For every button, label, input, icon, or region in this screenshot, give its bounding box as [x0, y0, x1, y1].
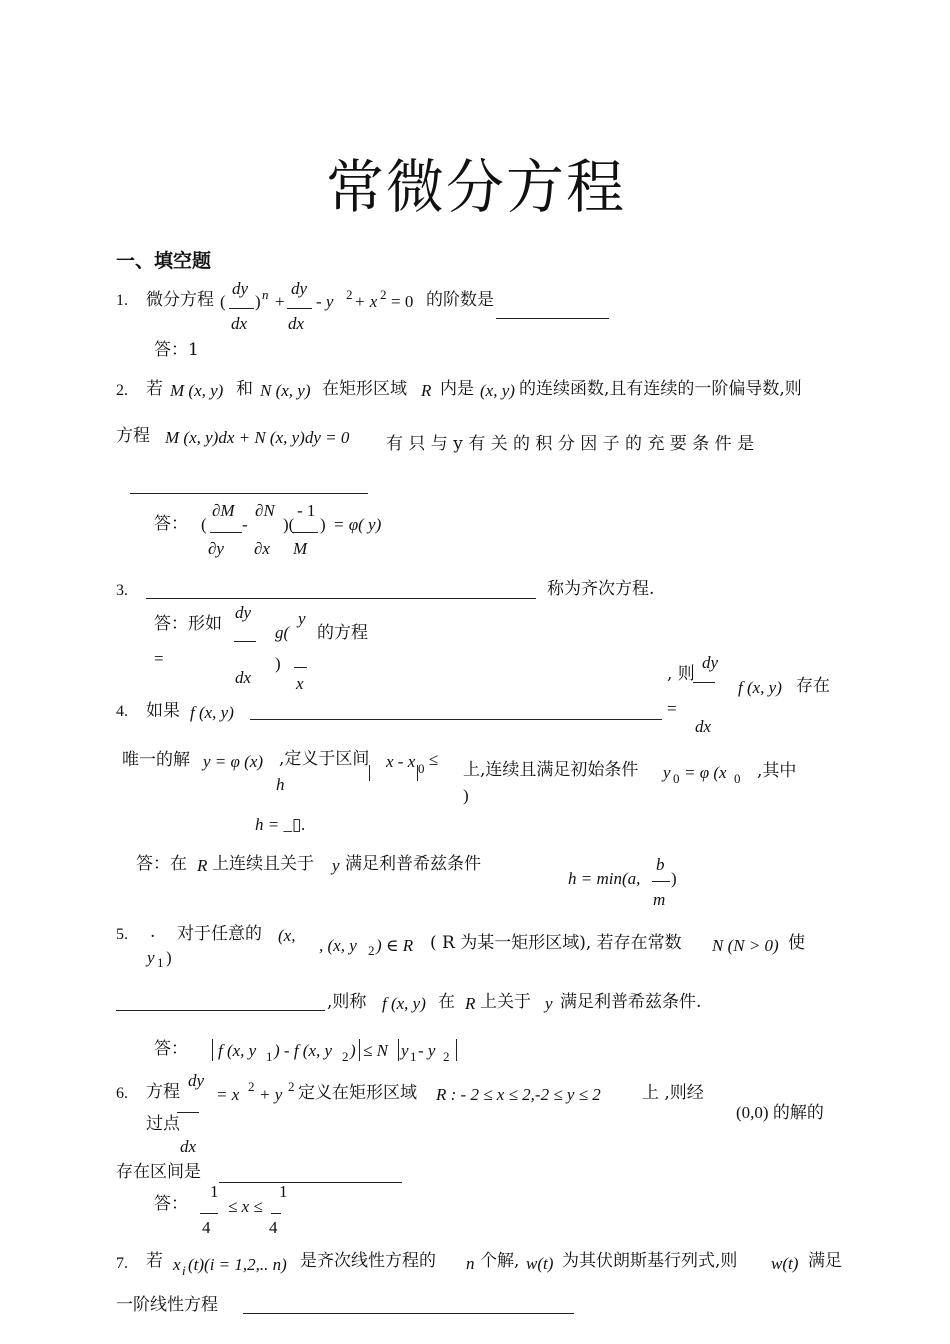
answer-blank — [496, 318, 609, 319]
math: f (x, y) — [382, 994, 426, 1013]
equation: M (x, y)dx + N (x, y)dy = 0 — [165, 428, 350, 447]
text: 定义在矩形区域 — [298, 1083, 417, 1103]
math: - y — [418, 1041, 436, 1060]
question-number: 7. — [116, 1255, 128, 1272]
term: + x — [354, 292, 378, 311]
paren: ) — [671, 869, 677, 888]
fraction-bar — [652, 881, 670, 882]
math: h = _▯. — [255, 815, 306, 834]
numerator: dy — [188, 1071, 205, 1090]
text: 满足利普希兹条件 — [345, 854, 481, 874]
text: 方程 — [116, 426, 150, 446]
text: 如果 — [146, 701, 180, 721]
math: R — [421, 381, 432, 400]
math: y — [147, 948, 155, 967]
subscript: 2 — [342, 1049, 349, 1064]
answer-label: 答： — [154, 514, 188, 534]
text: 的方程 — [317, 623, 368, 643]
abs-bar — [417, 765, 418, 781]
math: + y — [259, 1085, 283, 1104]
text: 个解, — [480, 1251, 520, 1271]
math: N (N > 0) — [712, 936, 779, 955]
math: f (x, y — [218, 1041, 257, 1060]
answer: 答：1 — [154, 340, 199, 360]
text: 满足 — [808, 1251, 842, 1271]
answer-blank — [146, 598, 536, 599]
abs-bar — [359, 1039, 360, 1061]
numerator: dy — [232, 279, 249, 298]
text: (0,0) 的解的 — [736, 1103, 824, 1122]
subscript: 0 — [673, 771, 680, 786]
abs-bar — [369, 765, 370, 781]
text: 上关于 — [480, 992, 531, 1012]
numerator: ∂N — [255, 501, 275, 520]
numerator: dy — [291, 279, 308, 298]
math: ) ∈ R — [376, 936, 414, 955]
text: 使 — [788, 933, 805, 953]
math: ) — [350, 1041, 356, 1060]
text: 上 ,则经 — [642, 1083, 704, 1103]
answer: 答：在 — [136, 854, 187, 874]
denominator: 4 — [202, 1218, 211, 1237]
math: y = φ (x) — [203, 752, 264, 771]
exponent: 2 — [248, 1079, 255, 1094]
math: (x, y) — [480, 381, 515, 400]
question-number: 5. — [116, 926, 128, 943]
fraction-bar — [693, 682, 715, 683]
question-number: 3. — [116, 582, 128, 599]
subscript: 0 — [734, 771, 741, 786]
equation: = φ( y) — [333, 515, 382, 534]
math: y — [332, 856, 340, 875]
answer: 答：形如 — [154, 614, 222, 634]
text: 存在区间是 — [116, 1162, 201, 1182]
denominator: dx — [231, 314, 248, 333]
operator: + — [275, 292, 285, 311]
question-number: 2. — [116, 382, 128, 399]
text: 若 — [146, 379, 163, 399]
numerator: 1 — [279, 1182, 288, 1201]
text: 和 — [236, 379, 253, 399]
math: y — [545, 994, 553, 1013]
math: ≤ x ≤ — [228, 1197, 263, 1216]
paren: ) — [255, 292, 261, 311]
denominator: dx — [288, 314, 305, 333]
abs-bar — [456, 1039, 457, 1061]
function: g( — [275, 623, 290, 642]
math: , (x, y — [319, 936, 357, 955]
math: ) - f (x, y — [274, 1041, 333, 1060]
math: h = min(a, — [568, 869, 641, 888]
answer-blank — [250, 719, 662, 720]
equals: = 0 — [391, 292, 414, 311]
denominator: ∂x — [254, 539, 270, 558]
denominator: dx — [235, 668, 252, 687]
math: ≤ N — [363, 1041, 388, 1060]
paren: ) — [275, 654, 281, 673]
denominator: dx — [695, 717, 712, 736]
numerator: - 1 — [297, 501, 316, 520]
text: 一阶线性方程 — [116, 1295, 218, 1315]
text: ( R 为某一矩形区域), 若存在常数 — [430, 933, 682, 953]
math: M (x, y) — [170, 381, 224, 400]
question-number: 6. — [116, 1085, 128, 1102]
answer-blank — [130, 493, 368, 494]
math: x — [173, 1255, 181, 1274]
question-text: 微分方程 — [146, 290, 214, 310]
text: 存在 — [796, 676, 830, 696]
math: f (x, y) — [738, 678, 782, 697]
text: 内是 — [440, 379, 474, 399]
operator: - — [242, 515, 248, 534]
section-heading: 一、填空题 — [116, 250, 212, 272]
denominator: m — [653, 890, 666, 909]
paren: ) — [320, 515, 326, 534]
numerator: 1 — [210, 1182, 219, 1201]
fraction-bar — [294, 667, 307, 668]
abs-bar — [212, 1039, 213, 1061]
page-title: 常微分方程 — [326, 153, 627, 221]
text: 上连续且关于 — [212, 854, 314, 874]
numerator: ∂M — [212, 501, 235, 520]
operator: ≤ — [429, 750, 439, 769]
text: 方程 — [146, 1082, 180, 1102]
exponent: 2 — [288, 1079, 295, 1094]
math: = x — [216, 1085, 240, 1104]
denominator: 4 — [269, 1218, 278, 1237]
exponent: 2 — [346, 287, 353, 302]
math: w(t) — [526, 1254, 554, 1273]
fraction-bar — [210, 532, 242, 533]
paren: ( — [201, 515, 207, 534]
answer-label: 答： — [154, 1194, 188, 1214]
math: y — [663, 763, 671, 782]
subscript: i — [182, 1263, 186, 1278]
text: 称为齐次方程. — [547, 579, 655, 599]
fraction-bar — [292, 532, 318, 533]
abs-bar — [398, 1039, 399, 1061]
text: 在矩形区域 — [322, 379, 407, 399]
numerator: dy — [235, 603, 252, 622]
denominator: M — [293, 539, 308, 558]
math: N (x, y) — [260, 381, 311, 400]
text: 是齐次线性方程的 — [300, 1251, 436, 1271]
paren: ( — [220, 292, 226, 311]
subscript: 2 — [368, 943, 375, 958]
math: (t)(i = 1,2,.. n) — [188, 1255, 287, 1274]
question-number: 4. — [116, 703, 128, 720]
numerator: dy — [702, 653, 719, 672]
denominator: ∂y — [208, 539, 224, 558]
text: 在 — [438, 992, 455, 1012]
text: 若 — [146, 1251, 163, 1271]
question-tail: 的阶数是 — [426, 290, 494, 310]
math: = φ (x — [684, 763, 727, 782]
math: n — [466, 1254, 475, 1273]
denominator: x — [296, 674, 304, 693]
math: f (x, y) — [190, 703, 234, 722]
paren: )( — [283, 515, 295, 534]
text: 为其伏朗斯基行列式,则 — [562, 1251, 738, 1271]
answer-blank — [243, 1313, 574, 1314]
fraction-bar — [287, 308, 312, 309]
answer-blank — [219, 1182, 402, 1183]
fraction-bar — [271, 1213, 281, 1214]
text: 过点 — [146, 1114, 180, 1134]
question-number: 1. — [116, 292, 128, 309]
text: 有 只 与 y 有 关 的 积 分 因 子 的 充 要 条 件 是 — [386, 434, 755, 454]
text: . — [150, 922, 156, 942]
subscript: 1 — [266, 1049, 273, 1064]
fraction-bar — [229, 308, 254, 309]
text: , 则 — [667, 664, 695, 684]
text: ,其中 — [757, 761, 797, 781]
math: h — [276, 775, 285, 794]
text: 唯一的解 — [122, 750, 190, 770]
numerator: y — [298, 609, 306, 628]
term: - y — [316, 292, 334, 311]
subscript: 0 — [418, 761, 425, 776]
math: w(t) — [771, 1254, 799, 1273]
exponent: 2 — [380, 287, 387, 302]
math: (x, — [278, 926, 296, 945]
paren: ) — [166, 948, 172, 967]
math: R — [465, 994, 476, 1013]
text: 对于任意的 — [177, 924, 262, 944]
answer-label: 答： — [154, 1039, 188, 1059]
math: R — [197, 856, 208, 875]
subscript: 2 — [443, 1049, 450, 1064]
text: 满足利普希兹条件. — [560, 992, 702, 1012]
text: ,定义于区间 — [279, 749, 370, 769]
math: x - x — [386, 752, 416, 771]
fraction-bar — [200, 1213, 218, 1214]
equals: = — [667, 699, 677, 718]
text: ,则称 — [327, 992, 367, 1012]
math: y — [401, 1041, 409, 1060]
equals: = — [154, 649, 164, 668]
denominator: dx — [180, 1137, 197, 1156]
subscript: 1 — [410, 1049, 417, 1064]
answer-blank — [116, 1010, 325, 1011]
subscript: 1 — [157, 955, 164, 970]
text: 上,连续且满足初始条件 — [463, 760, 639, 780]
math: R : - 2 ≤ x ≤ 2,-2 ≤ y ≤ 2 — [436, 1085, 601, 1104]
exponent: n — [262, 287, 269, 302]
paren: ) — [463, 786, 469, 805]
numerator: b — [656, 855, 665, 874]
fraction-bar — [177, 1112, 199, 1113]
text: 的连续函数,且有连续的一阶偏导数,则 — [519, 379, 802, 399]
fraction-bar — [234, 641, 256, 642]
